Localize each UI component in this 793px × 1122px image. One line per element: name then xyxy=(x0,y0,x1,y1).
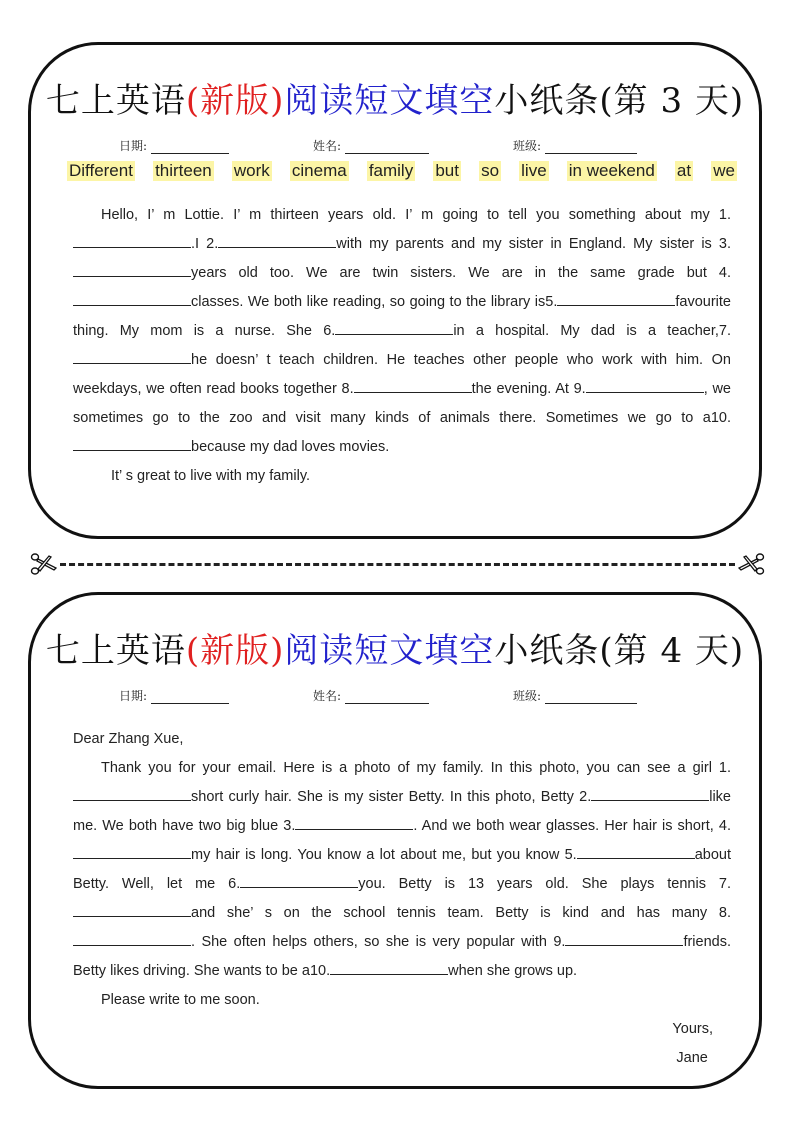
blank-10[interactable] xyxy=(330,960,448,975)
word-bank-item: we xyxy=(713,161,735,180)
letter-text: and she’ s on the school tennis team. Betty is kind and has many 8. xyxy=(191,905,731,921)
name-label: 姓名: xyxy=(313,689,342,703)
date-label: 日期: xyxy=(119,689,148,703)
passage-text: in a hospital. My dad is a teacher,7. xyxy=(453,323,731,339)
date-field[interactable] xyxy=(119,687,229,704)
passage-text: favourite thing. My mom is a nurse. She 6. xyxy=(73,294,731,339)
passage-text: .I 2. xyxy=(191,236,219,252)
letter-text: . She often helps others, so she is very popular with 9. xyxy=(191,934,566,950)
letter-paragraph: Please write to me soon. xyxy=(101,992,260,1008)
name-field[interactable] xyxy=(313,687,429,704)
word-bank-item: at xyxy=(676,161,692,180)
letter-text: friends. Betty likes driving. She wants to be a10. xyxy=(73,934,731,979)
date-label: 日期: xyxy=(119,139,148,153)
blank-1[interactable] xyxy=(73,786,191,801)
letter-text: like me. We both have two big blue 3. xyxy=(73,789,731,834)
letter-text: Thank you for your email. Here is a photo of my family. In this photo, you can see a girl 1. xyxy=(101,760,731,776)
blank-5[interactable] xyxy=(577,844,695,859)
word-bank-item: family xyxy=(368,161,414,180)
blank-1[interactable] xyxy=(73,233,191,248)
word-bank-item: but xyxy=(435,161,459,180)
date-line[interactable] xyxy=(151,691,229,704)
letter-signature: Jane xyxy=(676,1050,708,1066)
blank-3[interactable] xyxy=(73,262,191,277)
blank-2[interactable] xyxy=(218,233,336,248)
blank-9[interactable] xyxy=(565,931,683,946)
blank-9[interactable] xyxy=(586,378,704,393)
blank-4[interactable] xyxy=(73,844,191,859)
letter xyxy=(73,725,731,1015)
blank-5[interactable] xyxy=(557,291,675,306)
scissors-icon xyxy=(737,552,765,576)
word-bank xyxy=(67,161,737,181)
letter-closing: Yours, xyxy=(672,1021,713,1037)
title-day: 小纸条(第 4 天) xyxy=(494,631,745,671)
worksheet-title xyxy=(31,623,759,672)
date-field[interactable] xyxy=(119,137,229,154)
title-day: 小纸条(第 3 天) xyxy=(494,81,745,121)
title-edition: (新版) xyxy=(185,631,285,671)
name-field[interactable] xyxy=(313,137,429,154)
letter-text: my hair is long. You know a lot about me, but you know 5. xyxy=(191,847,577,863)
letter-text: . And we both wear glasses. Her hair is short, 4. xyxy=(413,818,731,834)
blank-8[interactable] xyxy=(354,378,472,393)
word-bank-item: thirteen xyxy=(155,161,212,180)
passage-text: years old too. We are twin sisters. We are in the same grade but 4. xyxy=(191,265,731,281)
letter-text: about Betty. Well, let me 6. xyxy=(73,847,731,892)
title-prefix: 七上英语 xyxy=(45,631,186,671)
worksheet-card-day3 xyxy=(28,42,762,539)
blank-4[interactable] xyxy=(73,291,191,306)
class-field[interactable] xyxy=(513,137,637,154)
dashed-line xyxy=(60,563,735,566)
word-bank-item: so xyxy=(481,161,500,180)
letter-paragraph xyxy=(73,754,731,986)
date-line[interactable] xyxy=(151,141,229,154)
blank-7[interactable] xyxy=(73,349,191,364)
name-label: 姓名: xyxy=(313,139,342,153)
letter-text: short curly hair. She is my sister Betty. In this photo, Betty 2. xyxy=(191,789,592,805)
class-line[interactable] xyxy=(545,691,637,704)
blank-10[interactable] xyxy=(73,436,191,451)
worksheet-title xyxy=(31,73,759,122)
passage-text: , we sometimes go to the zoo and visit many kinds of animals there. Sometimes we go to a10. xyxy=(73,381,731,426)
class-label: 班级: xyxy=(513,139,542,153)
word-bank-item: live xyxy=(521,161,547,180)
passage-text: with my parents and my sister in England. My sister is 3. xyxy=(336,236,731,252)
passage-text: Hello, I’ m Lottie. I’ m thirteen years old. I’ m going to tell you something about my 1. xyxy=(101,207,731,223)
blank-3[interactable] xyxy=(295,815,413,830)
class-line[interactable] xyxy=(545,141,637,154)
passage xyxy=(73,201,731,491)
class-label: 班级: xyxy=(513,689,542,703)
name-line[interactable] xyxy=(345,691,429,704)
letter-text: when she grows up. xyxy=(448,963,578,979)
cut-line xyxy=(30,552,765,576)
word-bank-item: Different xyxy=(69,161,133,180)
blank-6[interactable] xyxy=(240,873,358,888)
blank-2[interactable] xyxy=(591,786,709,801)
word-bank-item: cinema xyxy=(291,161,347,180)
name-line[interactable] xyxy=(345,141,429,154)
passage-text: the evening. At 9. xyxy=(471,381,586,397)
blank-6[interactable] xyxy=(335,320,453,335)
letter-text: you. Betty is 13 years old. She plays tennis 7. xyxy=(358,876,731,892)
passage-text: because my dad loves movies. xyxy=(191,439,390,455)
passage-paragraph xyxy=(73,201,731,462)
title-prefix: 七上英语 xyxy=(45,81,186,121)
worksheet-card-day4 xyxy=(28,592,762,1089)
blank-8[interactable] xyxy=(73,931,191,946)
passage-text: he doesn’ t teach children. He teaches other people who work with him. On weekdays, we often read books together 8. xyxy=(73,352,731,397)
blank-7[interactable] xyxy=(73,902,191,917)
title-topic: 阅读短文填空 xyxy=(284,81,495,121)
title-edition: (新版) xyxy=(185,81,285,121)
letter-greeting: Dear Zhang Xue, xyxy=(73,731,184,747)
word-bank-item: work xyxy=(233,161,270,180)
passage-paragraph: It’ s great to live with my family. xyxy=(111,468,311,484)
passage-text: classes. We both like reading, so going to the library is5. xyxy=(191,294,558,310)
letter-closing-block xyxy=(672,1015,713,1073)
title-topic: 阅读短文填空 xyxy=(284,631,495,671)
scissors-icon xyxy=(30,552,58,576)
class-field[interactable] xyxy=(513,687,637,704)
word-bank-item: in weekend xyxy=(568,161,655,180)
